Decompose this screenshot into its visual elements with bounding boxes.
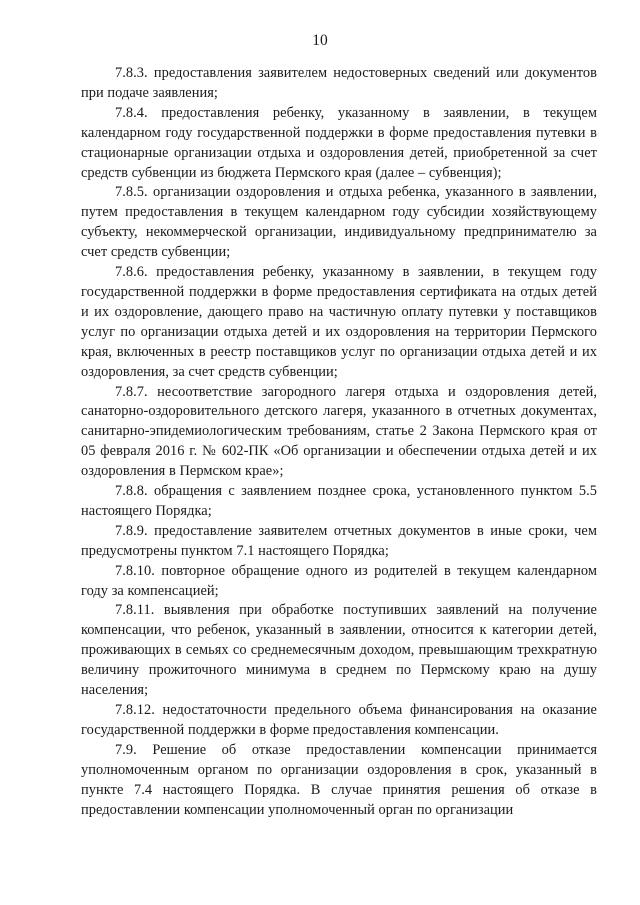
- paragraph-7-8-11: 7.8.11. выявления при обработке поступивших заявлений на получение компенсации, что ребенок, указанный в заявлении, относится к категории детей, проживающих в семьях со среднемесячным доходом, превышающим трехкратную величину прожиточного минимума в среднем по Пермскому краю на душу населения;: [81, 602, 597, 699]
- paragraph-7-8-6: 7.8.6. предоставления ребенку, указанному в заявлении, в текущем году государственной поддержки в форме предоставления сертификата на отдых детей и их оздоровление, дающего право на частичную оплату путевки у поставщиков услуг по организации отдыха детей и их оздоровления на территории Пермского края, включенных в реестр поставщиков услуг по организации отдыха детей и их оздоровления, за счет средств субвенции;: [81, 264, 597, 380]
- paragraph-7-8-10: 7.8.10. повторное обращение одного из родителей в текущем календарном году за компенсацией;: [81, 562, 597, 599]
- paragraph-7-8-4: 7.8.4. предоставления ребенку, указанному в заявлении, в текущем календарном году государственной поддержки в форме предоставления путевки в стационарные организации отдыха и оздоровления детей, приобретенной за счет средств субвенции из бюджета Пермского края (далее – субвенция);: [81, 104, 597, 181]
- paragraph-7-8-9: 7.8.9. предоставление заявителем отчетных документов в иные сроки, чем предусмотрены пунктом 7.1 настоящего Порядка;: [81, 522, 597, 559]
- paragraph-7-8-8: 7.8.8. обращения с заявлением позднее срока, установленного пунктом 5.5 настоящего Порядка;: [81, 483, 597, 519]
- paragraph-7-8-3: 7.8.3. предоставления заявителем недостоверных сведений или документов при подаче заявления;: [81, 65, 597, 101]
- paragraph-7-9: 7.9. Решение об отказе предоставлении компенсации принимается уполномоченным органом по организации оздоровления в срок, указанный в пункте 7.4 настоящего Порядка. В случае принятия решения об отказе в предоставлении компенсации уполномоченный орган по организации: [81, 741, 597, 818]
- paragraph-7-8-7: 7.8.7. несоответствие загородного лагеря отдыха и оздоровления детей, санаторно-оздоровительного детского лагеря, указанного в отчетных документах, санитарно-эпидемиологическим требованиям, статье 2 Закона Пермского края от 05 февраля 2016 г. № 602-ПК «Об организации и обеспечении отдыха детей и их оздоровления в Пермском крае»;: [81, 383, 597, 480]
- paragraph-7-8-5: 7.8.5. организации оздоровления и отдыха ребенка, указанного в заявлении, путем предоставления в текущем календарном году субсидии хозяйствующему субъекту, некоммерческой организации, индивидуальному предпринимателю за счет средств субвенции;: [81, 184, 597, 261]
- document-body: [81, 64, 597, 820]
- page-number: 10: [312, 32, 328, 49]
- paragraph-7-8-12: 7.8.12. недостаточности предельного объема финансирования на оказание государственной поддержки в форме предоставления компенсации.: [81, 702, 597, 738]
